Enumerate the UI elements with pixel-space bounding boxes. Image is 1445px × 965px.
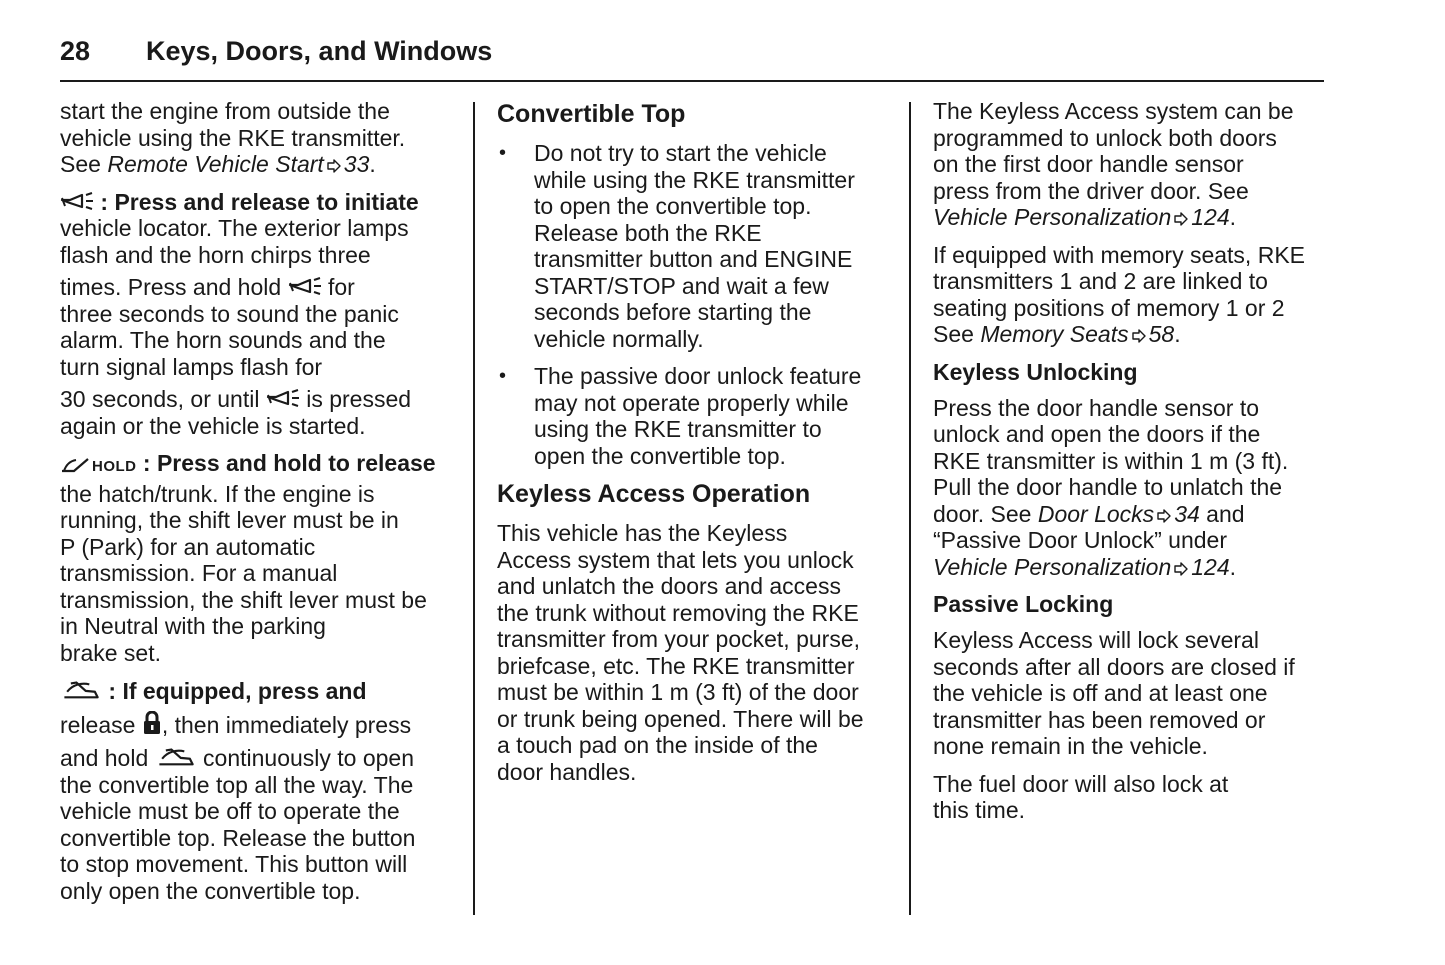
- page-reference-arrow-icon: [327, 159, 341, 173]
- hold-label: HOLD: [92, 458, 137, 475]
- bullet: •: [499, 142, 507, 164]
- vehicle-locator-horn-icon: [60, 192, 94, 212]
- remote-start-paragraph: start the engine from outside the vehicle using the RKE transmitter. See Remote Vehicle Start 33.: [60, 98, 406, 177]
- xref-memory-seats[interactable]: Memory Seats: [980, 321, 1129, 347]
- list-item: • The passive door unlock feature may not operate properly while using the RKE transmitter to open the convertible top.: [499, 363, 862, 469]
- convertible-top-icon: [155, 744, 197, 768]
- keyless-unlocking-paragraph: Press the door handle sensor to unlock and open the doors if the RKE transmitter is within 1 m (3 ft). Pull the door handle to unlatch the door. See Door Locks 34 and “Passive Door Unlock” under Vehicle Personalization 124.: [933, 394, 1289, 580]
- page-number: 28: [60, 36, 91, 66]
- page-reference-arrow-icon: [1174, 212, 1188, 226]
- list-item: • Do not try to start the vehicle while using the RKE transmitter to open the convertible top. Release both the RKE transmitter button and ENGINE START/STOP and wait a few seconds before starting the vehicle normally.: [499, 140, 855, 352]
- keyless-programming-paragraph: The Keyless Access system can be programmed to unlock both doors on the first door handle sensor press from the driver door. See Vehicle Personalization 124.: [933, 98, 1294, 230]
- trunk-release-paragraph: HOLD : Press and hold to release the hatch/trunk. If the engine is running, the shift lever must be in P (Park) for an automatic transmission. For a manual transmission, the shift lever must be in Neutral with the parking brake set.: [60, 450, 436, 666]
- column-1: [60, 98, 452, 915]
- bullet: •: [499, 365, 507, 387]
- keyless-access-paragraph: This vehicle has the Keyless Access system that lets you unlock and unlatch the doors and access the trunk without removing the RKE transmitter from your pocket, purse, briefcase, etc. The RKE transmitter must be within 1 m (3 ft) of the door or trunk being opened. There will be a touch pad on the inside of the door handles.: [497, 520, 864, 785]
- fuel-door-paragraph: The fuel door will also lock at this time.: [933, 770, 1229, 823]
- column-3: [933, 98, 1328, 835]
- heading-convertible-top: Convertible Top: [497, 100, 686, 128]
- xref-vehicle-personalization[interactable]: Vehicle Personalization: [933, 553, 1172, 580]
- xref-door-locks[interactable]: Door Locks: [1037, 500, 1155, 527]
- page-reference-arrow-icon: [1157, 509, 1171, 523]
- xref-vehicle-personalization[interactable]: Vehicle Personalization: [933, 204, 1172, 230]
- vehicle-locator-horn-icon: [288, 277, 322, 297]
- passive-locking-paragraph: Keyless Access will lock several seconds after all doors are closed if the vehicle is off and at least one transmitter has been removed or none remain in the vehicle.: [933, 627, 1295, 759]
- page-reference-arrow-icon: [1174, 562, 1188, 576]
- convertible-top-button-paragraph: : If equipped, press and release , then immediately press and hold continuously to open the convertible top all the way. The vehicle must be off to operate the convertible top. Release the button to stop movement. This button will only open the convertible top.: [60, 678, 416, 904]
- heading-keyless-unlocking: Keyless Unlocking: [933, 358, 1138, 385]
- page-reference-arrow-icon: [1132, 329, 1146, 343]
- heading-keyless-access-operation: Keyless Access Operation: [497, 480, 811, 508]
- convertible-top-bullets: [497, 140, 892, 469]
- lock-icon: [142, 711, 162, 735]
- convertible-top-icon: [60, 677, 102, 701]
- column-2: [497, 98, 892, 796]
- xref-remote-vehicle-start[interactable]: Remote Vehicle Start: [107, 151, 324, 177]
- trunk-release-icon: [60, 455, 92, 473]
- heading-passive-locking: Passive Locking: [933, 591, 1114, 617]
- column-divider-1: [473, 102, 475, 915]
- column-divider-2: [909, 102, 911, 915]
- memory-seats-paragraph: If equipped with memory seats, RKE transmitters 1 and 2 are linked to seating positions of memory 1 or 2 See Memory Seats 58.: [933, 241, 1305, 347]
- section-title: Keys, Doors, and Windows: [146, 36, 493, 66]
- vehicle-locator-horn-icon: [266, 389, 300, 409]
- page-header: [60, 32, 1324, 82]
- vehicle-locator-paragraph: : Press and release to initiate vehicle locator. The exterior lamps flash and the horn chirps three times. Press and hold for three seconds to sound the panic alarm. The horn sounds and the turn signal lamps flash for 30 seconds, or until is pressed again or the vehicle is started.: [60, 188, 419, 439]
